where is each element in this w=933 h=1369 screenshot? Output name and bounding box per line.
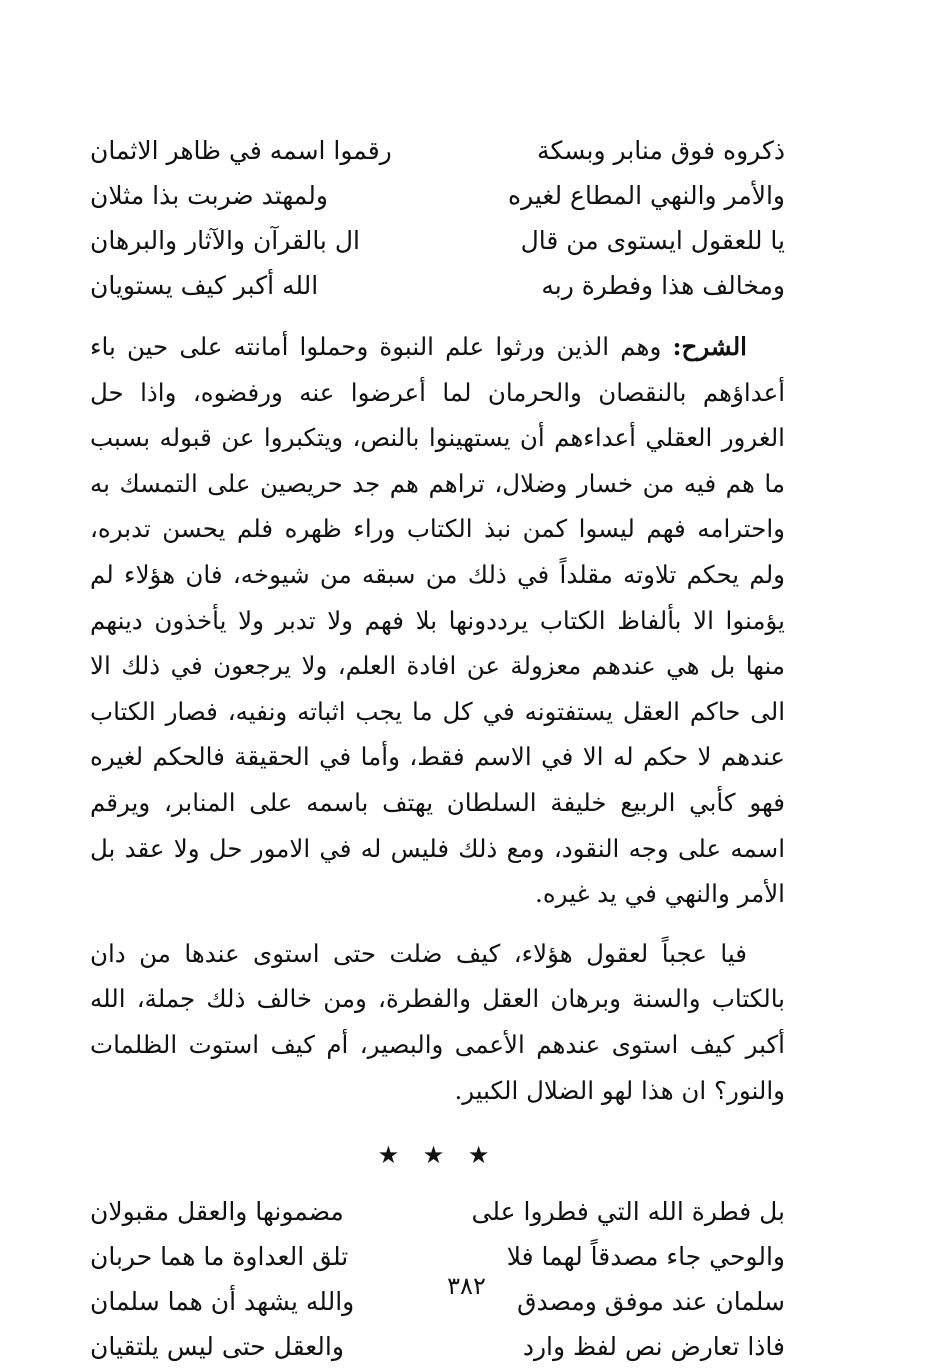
- verse-line: [90, 263, 785, 308]
- verse-first-hemistich: ومخالف هذا وفطرة ربه: [541, 271, 785, 300]
- verse-line: [90, 173, 785, 218]
- page-body: [90, 128, 785, 1369]
- verse-line: [90, 1189, 785, 1234]
- verse-first-hemistich: يا للعقول ايستوى من قال: [520, 226, 785, 255]
- commentary-paragraph-text: وهم الذين ورثوا علم النبوة وحملوا أمانته على حين باء أعداؤهم بالنقصان والحرمان لما أعرضوا عنه ورفضوه، واذا حل الغرور العقلي أعداءهم أن يستهينوا بالنص، ويتكبروا عن قبوله بسبب ما هم فيه من خسار وضلال، تراهم هم جد حريصين على التمسك به واحترامه فهم ليسوا كمن نبذ الكتاب وراء ظهره فلم يحسن تدبره، ولم يحكم تلاوته مقلداً في ذلك من سبقه من شيوخه، فان هؤلاء لم يؤمنوا الا بألفاظ الكتاب يرددونها بلا فهم ولا تدبر ولا يأخذون دينهم منها بل هي عندهم معزولة عن افادة العلم، ولا يرجعون في ذلك الا الى حاكم العقل يستفتونه في كل ما يجب اثباته ونفيه، فصار الكتاب عندهم لا حكم له الا في الاسم فقط، وأما في الحقيقة فالحكم لغيره فهو كأبي الربيع خليفة السلطان يهتف باسمه على المنابر، ويرقم اسمه على وجه النقود، ومع ذلك فليس له في الامور حل ولا عقد بل الأمر والنهي في يد غيره.: [90, 332, 785, 909]
- verse-second-hemistich: الله أكبر كيف يستويان: [90, 271, 319, 300]
- verse-first-hemistich: والوحي جاء مصدقاً لهما فلا: [506, 1242, 785, 1272]
- section-separator: ★ ★ ★: [377, 1141, 498, 1170]
- verse-first-hemistich: والأمر والنهي المطاع لغيره: [507, 181, 785, 210]
- verse-line: [90, 128, 785, 173]
- verse-second-hemistich: والله يشهد أن هما سلمان: [90, 1287, 355, 1317]
- commentary-lead-word: الشرح:: [672, 332, 747, 361]
- verse-block-top: [90, 128, 785, 308]
- verse-second-hemistich: ال بالقرآن والآثار والبرهان: [90, 226, 360, 255]
- verse-second-hemistich: مضمونها والعقل مقبولان: [90, 1197, 344, 1227]
- commentary-paragraph: [90, 324, 785, 917]
- verse-first-hemistich: فاذا تعارض نص لفظ وارد: [522, 1332, 785, 1362]
- page-number: ٣٨٢: [447, 1272, 486, 1300]
- verse-second-hemistich: والعقل حتى ليس يلتقيان: [90, 1332, 344, 1362]
- verse-first-hemistich: ذكروه فوق منابر وبسكة: [537, 136, 785, 165]
- verse-line: [90, 218, 785, 263]
- verse-second-hemistich: تلق العداوة ما هما حربان: [90, 1242, 349, 1272]
- verse-second-hemistich: ولمهتد ضربت بذا مثلان: [90, 181, 328, 210]
- commentary-section: [90, 324, 785, 1113]
- verse-line: [90, 1324, 785, 1369]
- verse-first-hemistich: سلمان عند موفق ومصدق: [517, 1287, 785, 1317]
- commentary-paragraph: فيا عجباً لعقول هؤلاء، كيف ضلت حتى استوى عندها من دان بالكتاب والسنة وبرهان العقل والفطرة، ومن خالف ذلك جملة، الله أكبر كيف استوى عندهم الأعمى والبصير، أم كيف استوت الظلمات والنور؟ ان هذا لهو الضلال الكبير.: [90, 938, 785, 1105]
- verse-first-hemistich: بل فطرة الله التي فطروا على: [471, 1197, 785, 1227]
- verse-second-hemistich: رقموا اسمه في ظاهر الاثمان: [90, 136, 392, 165]
